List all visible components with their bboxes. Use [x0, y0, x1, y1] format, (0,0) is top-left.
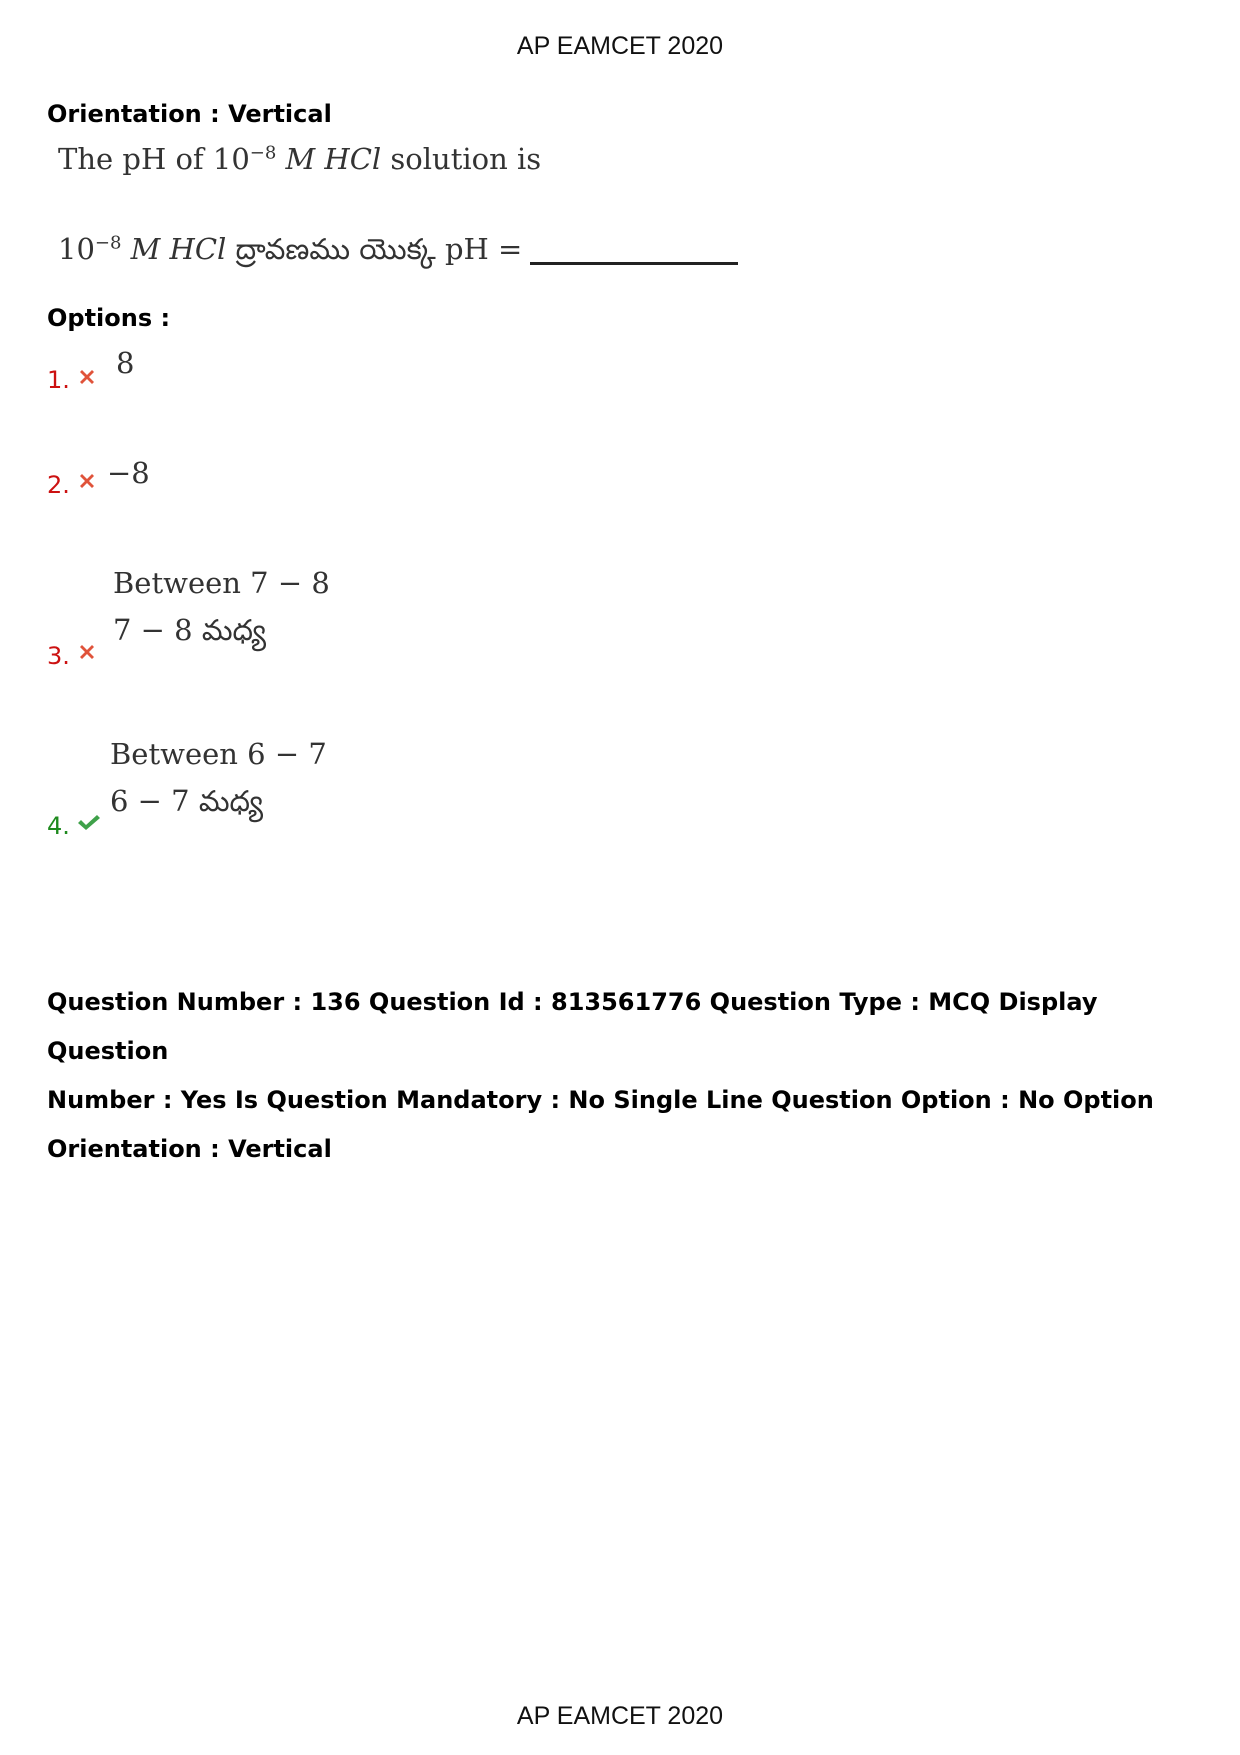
question-te-formula: M HCl — [121, 232, 227, 266]
meta-line-3: Orientation : Vertical — [47, 1135, 332, 1163]
cross-icon — [76, 366, 98, 388]
question-prefix: The pH of 10 — [58, 142, 250, 176]
option-4-text-te: 6 − 7 మధ్య — [110, 784, 264, 818]
option-3-number: 3. — [47, 642, 70, 670]
page-footer: AP EAMCET 2020 — [516, 1702, 724, 1730]
question-te-suffix: ద్రావణము యొక్క pH = — [226, 232, 523, 266]
option-2-number: 2. — [47, 471, 70, 499]
question-exponent: −8 — [249, 142, 277, 164]
question-meta — [47, 978, 1197, 1174]
question-te-base: 10 — [58, 232, 95, 266]
meta-line-1: Question Number : 136 Question Id : 813561776 Question Type : MCQ Display Question — [47, 988, 1098, 1065]
question-formula: M HCl — [276, 142, 382, 176]
cross-icon — [76, 470, 98, 492]
option-3-text-te: 7 − 8 మధ్య — [113, 613, 267, 647]
question-english — [58, 142, 541, 176]
option-2-text: −8 — [107, 456, 150, 490]
question-telugu — [58, 232, 738, 274]
cross-icon — [76, 641, 98, 663]
options-heading: Options : — [47, 304, 171, 332]
orientation-label: Orientation : Vertical — [47, 100, 332, 128]
answer-blank — [530, 262, 738, 265]
check-icon — [76, 812, 102, 834]
page-header: AP EAMCET 2020 — [516, 32, 724, 60]
question-suffix: solution is — [381, 142, 542, 176]
option-4-text-en: Between 6 − 7 — [110, 737, 327, 771]
option-1-text: 8 — [116, 346, 135, 380]
question-te-exponent: −8 — [94, 232, 122, 254]
option-1-number: 1. — [47, 366, 70, 394]
meta-line-2: Number : Yes Is Question Mandatory : No Single Line Question Option : No Option — [47, 1086, 1154, 1114]
option-4-number: 4. — [47, 812, 70, 840]
option-3-text-en: Between 7 − 8 — [113, 566, 330, 600]
